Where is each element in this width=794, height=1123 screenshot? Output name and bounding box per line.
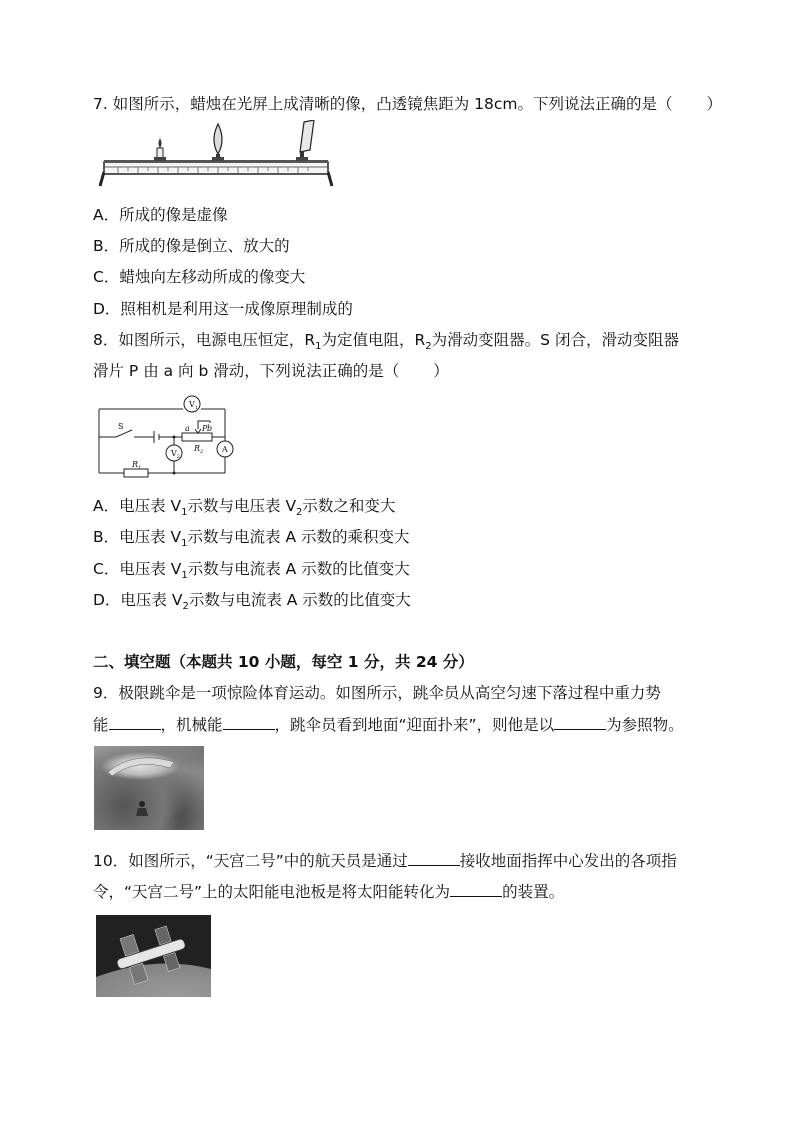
point-a-label: a: [185, 424, 190, 433]
section-heading-fill-in: 二、填空题（本题共 10 小题，每空 1 分，共 24 分）: [93, 653, 474, 671]
q10-stem-line1: 10．如图所示，“天宫二号”中的航天员是通过 接收地面指挥中心发出的各项指: [93, 852, 677, 870]
optical-bench-diagram: [98, 120, 334, 192]
q8-stem-line1: 8．如图所示，电源电压恒定，$R_1$为定值电阻，$R_2$为滑动变阻器。S 闭合，滑动变阻器: [93, 331, 679, 353]
q8-option-d: D．电压表 $V_2$示数与电流表 A 示数的比值变大: [93, 591, 411, 613]
r2-label: $R_2$: [194, 444, 204, 455]
candle-icon: [154, 138, 166, 161]
convex-lens-icon: [212, 124, 224, 161]
q7-option-b: B．所成的像是倒立、放大的: [93, 237, 290, 255]
q9-blank-1[interactable]: [109, 715, 161, 730]
point-b-label: b: [207, 424, 213, 433]
ammeter-label: A: [222, 445, 228, 454]
light-screen-icon: [296, 120, 314, 161]
circuit-diagram: [94, 393, 238, 485]
q8-option-b: B．电压表 $V_1$示数与电流表 A 示数的乘积变大: [93, 528, 410, 550]
q8-stem-line2: 滑片 P 由 a 向 b 滑动，下列说法正确的是（ ）: [93, 362, 449, 380]
q9-blank-3[interactable]: [554, 715, 606, 730]
q8-option-a: A．电压表 $V_1$示数与电压表 $V_2$示数之和变大: [93, 497, 396, 519]
q8-option-c: C．电压表 $V_1$示数与电流表 A 示数的比值变大: [93, 560, 410, 582]
q9-stem-line2: 能 ，机械能 ，跳伞员看到地面“迎面扑来”，则他是以 为参照物。: [93, 716, 684, 734]
q9-stem-line1: 9．极限跳伞是一项惊险体育运动。如图所示，跳伞员从高空匀速下落过程中重力势: [93, 684, 661, 702]
v2-label: $V_2$: [171, 449, 180, 460]
switch-label: S: [118, 422, 124, 431]
q7-option-c: C．蜡烛向左移动所成的像变大: [93, 268, 306, 286]
q10-stem-line2: 令，“天宫二号”上的太阳能电池板是将太阳能转化为 的装置。: [93, 883, 565, 901]
q9-blank-2[interactable]: [223, 715, 275, 730]
tiangong-2-photo: [96, 915, 211, 997]
q7-option-d: D．照相机是利用这一成像原理制成的: [93, 300, 353, 318]
q7-option-a: A．所成的像是虚像: [93, 206, 228, 224]
q10-blank-2[interactable]: [450, 882, 502, 897]
skydiver-photo: [94, 746, 204, 830]
q10-blank-1[interactable]: [408, 851, 460, 866]
slider-p-label: P: [202, 424, 208, 433]
q7-stem: 7. 如图所示，蜡烛在光屏上成清晰的像，凸透镜焦距为 18cm。下列说法正确的是（ ）: [93, 95, 723, 113]
v1-label: $V_1$: [189, 400, 198, 411]
r1-label: $R_1$: [132, 460, 142, 471]
